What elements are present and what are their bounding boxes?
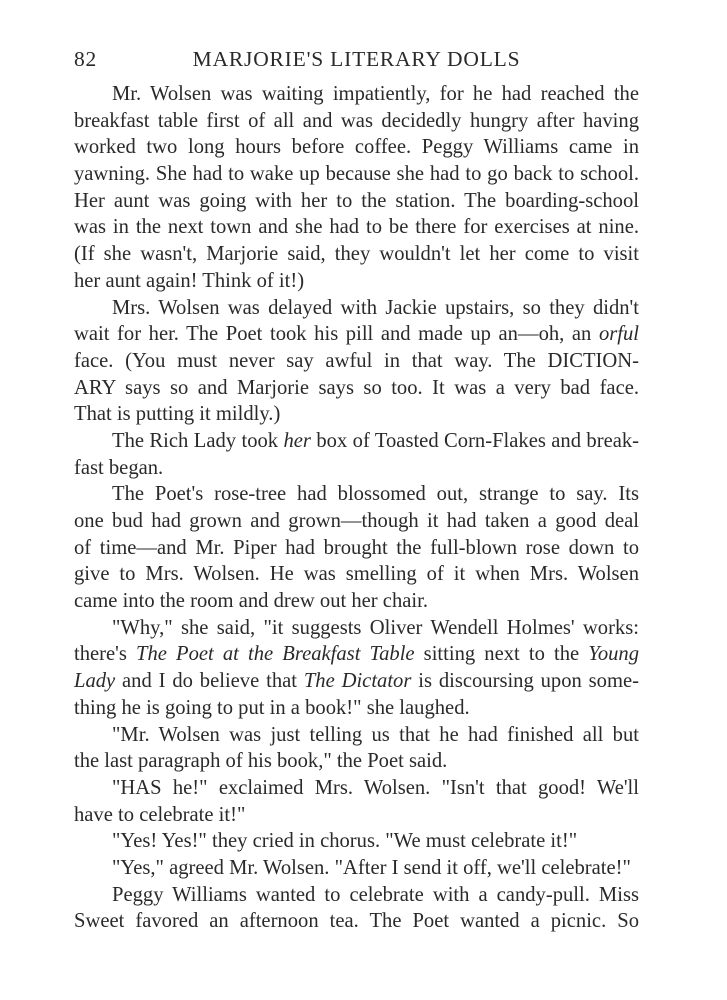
paragraph	[74, 775, 639, 828]
text-line: ARY says so and Marjorie says so too. It was a very bad face.	[74, 376, 639, 399]
text-line: "Mr. Wolsen was just telling us that he had finished all but	[112, 723, 639, 746]
text-line: yawning. She had to wake up because she had to go back to school.	[74, 163, 639, 186]
text-line	[74, 321, 639, 348]
paragraph	[74, 855, 639, 882]
text-line: breakfast table first of all and was decidedly hungry after having	[74, 109, 639, 132]
text-line: thing he is going to put in a book!" she laughed.	[74, 696, 470, 719]
page-number: 82	[74, 47, 98, 71]
italic-text-run: The Poet at the Breakfast Table	[136, 643, 415, 666]
italic-text-run: Lady	[74, 670, 116, 693]
paragraph	[74, 615, 639, 722]
text-line: give to Mrs. Wolsen. He was smelling of it when Mrs. Wolsen	[74, 563, 639, 586]
italic-text-run: her	[283, 429, 311, 452]
text-line: (If she wasn't, Marjorie said, they wouldn't let her come to visit	[74, 243, 639, 266]
paragraph	[74, 882, 639, 935]
text-line: her aunt again! Think of it!)	[74, 269, 305, 292]
text-line: Mrs. Wolsen was delayed with Jackie upstairs, so they didn't	[112, 296, 639, 319]
text-line	[74, 668, 639, 695]
paragraph	[74, 828, 639, 855]
text-line: Sweet favored an afternoon tea. The Poet wanted a picnic. So	[74, 910, 639, 933]
paragraph	[74, 428, 639, 481]
text-line: Her aunt was going with her to the station. The boarding-school	[74, 189, 639, 212]
text-run: The Rich Lady took	[112, 429, 284, 452]
text-run: box of Toasted Corn-Flakes and break-	[310, 429, 639, 452]
text-line: of time—and Mr. Piper had brought the full-blown rose down to	[74, 536, 639, 559]
text-run: sitting next to the	[414, 643, 589, 666]
text-line	[74, 428, 639, 455]
paragraph	[74, 722, 639, 775]
text-line: Peggy Williams wanted to celebrate with a candy-pull. Miss	[112, 883, 639, 906]
running-title: MARJORIE'S LITERARY DOLLS	[192, 47, 521, 71]
italic-text-run: orful	[598, 323, 639, 346]
text-line: "Yes! Yes!" they cried in chorus. "We must celebrate it!"	[112, 830, 578, 853]
text-line: "Why," she said, "it suggests Oliver Wendell Holmes' works:	[112, 616, 639, 639]
italic-text-run: Young	[588, 643, 640, 666]
text-run: there's	[74, 643, 136, 666]
text-line: The Poet's rose-tree had blossomed out, strange to say. Its	[112, 483, 639, 506]
body-text	[74, 81, 639, 935]
text-line: Mr. Wolsen was waiting impatiently, for he had reached the	[112, 83, 639, 105]
running-head	[74, 45, 639, 73]
text-line: was in the next town and she had to be there for exercises at nine.	[74, 216, 639, 239]
text-line: have to celebrate it!"	[74, 803, 246, 826]
text-line: came into the room and drew out her chair.	[74, 590, 428, 613]
text-run: and I do believe that	[115, 670, 304, 693]
text-line: "HAS he!" exclaimed Mrs. Wolsen. "Isn't that good! We'll	[112, 776, 639, 799]
italic-text-run: The Dictator	[303, 670, 412, 693]
text-line: That is putting it mildly.)	[74, 403, 281, 426]
text-line: worked two long hours before coffee. Peggy Williams came in	[74, 136, 639, 159]
text-line: one bud had grown and grown—though it had taken a good deal	[74, 510, 639, 532]
text-line	[74, 641, 639, 668]
text-line: the last paragraph of his book," the Poet said.	[74, 750, 448, 773]
paragraph	[74, 295, 639, 428]
text-line: fast began.	[74, 456, 164, 479]
paragraph	[74, 481, 639, 614]
paragraph	[74, 81, 639, 295]
text-run: wait for her. The Poet took his pill and made up an—oh, an	[74, 323, 599, 346]
text-line: "Yes," agreed Mr. Wolsen. "After I send it off, we'll celebrate!"	[112, 856, 631, 879]
text-run: is discoursing upon some-	[411, 670, 639, 693]
text-line: face. (You must never say awful in that way. The DICTION-	[74, 349, 639, 372]
